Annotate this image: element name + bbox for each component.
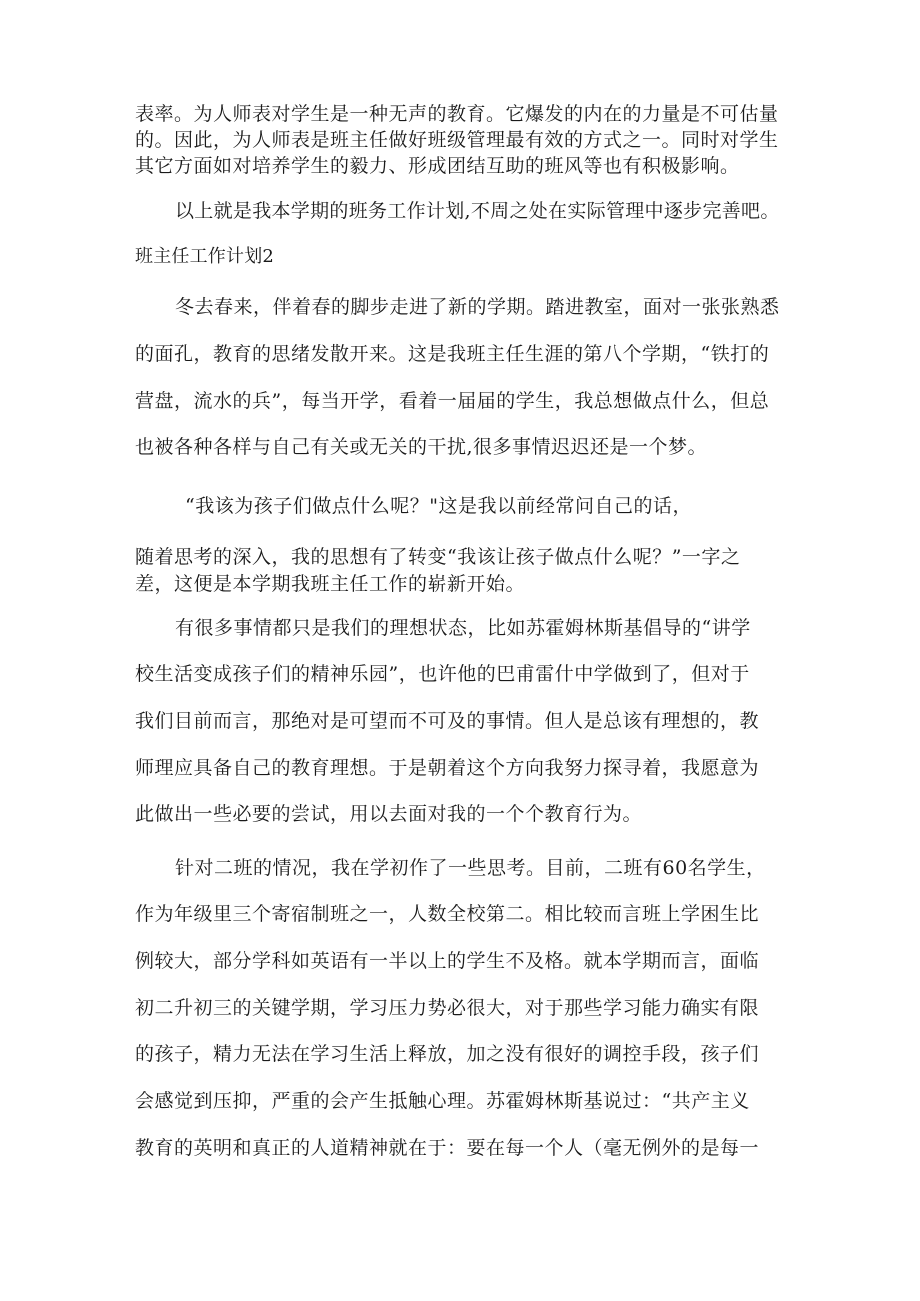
paragraph-line-16: 此做出一些必要的尝试，用以去面对我的一个个教育行为。: [135, 803, 643, 825]
paragraph-line-4: 以上就是我本学期的班务工作计划,不周之处在实际管理中逐步完善吧。: [175, 200, 780, 222]
paragraph-line-14: 我们目前而言，那绝对是可望而不可及的事情。但人是总该有理想的，教: [135, 710, 760, 732]
paragraph-line-21: 的孩子，精力无法在学习生活上释放，加之没有很好的调控手段，孩子们: [135, 1043, 760, 1065]
paragraph-line-15: 师理应具备自己的教育理想。于是朝着这个方向我努力探寻着，我愿意为: [135, 757, 760, 779]
paragraph-line-9: “我该为孩子们做点什么呢？"这是我以前经常问自己的话，: [185, 495, 692, 517]
paragraph-line-17: 针对二班的情况，我在学初作了一些思考。目前，二班有60名学生，: [175, 857, 766, 879]
paragraph-line-1: 表率。为人师表对学生是一种无声的教育。它爆发的内在的力量是不可估量: [135, 103, 779, 125]
paragraph-line-20: 初二升初三的关键学期，学习压力势必很大，对于那些学习能力确实有限: [135, 997, 760, 1019]
section-title: 班主任工作计划2: [135, 246, 275, 267]
paragraph-line-22: 会感觉到压抑，严重的会产生抵触心理。苏霍姆林斯基说过：“共产主义: [135, 1090, 750, 1112]
paragraph-line-7: 营盘，流水的兵”，每当开学，看着一届届的学生，我总想做点什么，但总: [135, 390, 770, 412]
paragraph-line-12: 有很多事情都只是我们的理想状态，比如苏霍姆林斯基倡导的“讲学: [175, 617, 751, 639]
paragraph-line-11: 差，这便是本学期我班主任工作的崭新开始。: [135, 573, 526, 595]
paragraph-line-10: 随着思考的深入，我的思想有了转变“我该让孩子做点什么呢？”一字之: [135, 546, 741, 568]
paragraph-line-13: 校生活变成孩子们的精神乐园”，也许他的巴甫雷什中学做到了，但对于: [135, 663, 750, 685]
paragraph-line-8: 也被各种各样与自己有关或无关的干扰,很多事情迟迟还是一个梦。: [135, 436, 708, 458]
paragraph-line-23: 教育的英明和真正的人道精神就在于：要在每一个人（毫无例外的是每一: [135, 1137, 760, 1159]
paragraph-line-6: 的面孔，教育的思绪发散开来。这是我班主任生涯的第八个学期，“铁打的: [135, 343, 770, 365]
paragraph-line-5: 冬去春来，伴着春的脚步走进了新的学期。踏进教室，面对一张张熟悉: [175, 296, 780, 318]
paragraph-line-19: 例较大，部分学科如英语有一半以上的学生不及格。就本学期而言，面临: [135, 950, 760, 972]
paragraph-line-3: 其它方面如对培养学生的毅力、形成团结互助的班风等也有积极影响。: [135, 155, 740, 177]
paragraph-line-2: 的。因此，为人师表是班主任做好班级管理最有效的方式之一。同时对学生: [135, 129, 779, 151]
paragraph-line-18: 作为年级里三个寄宿制班之一，人数全校第二。相比较而言班上学困生比: [135, 903, 760, 925]
